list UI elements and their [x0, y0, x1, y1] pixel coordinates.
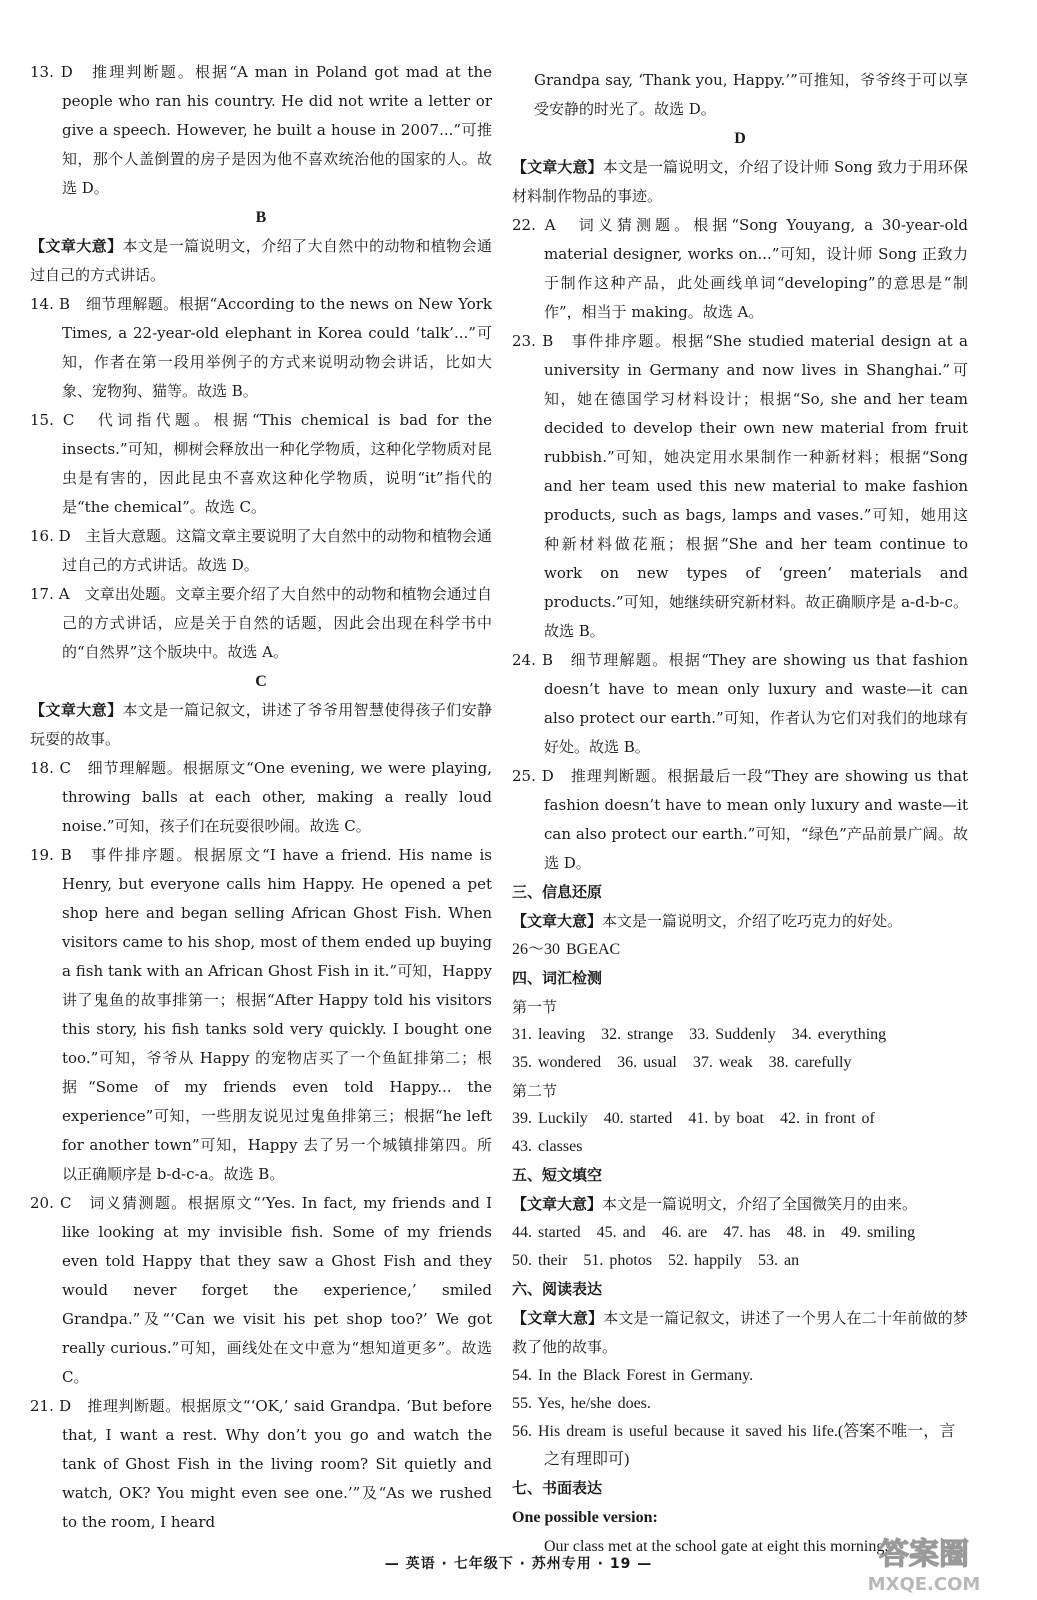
- section-c-heading: C: [255, 673, 267, 690]
- answer-55: 55. Yes, he/she does.: [512, 1395, 651, 1412]
- section-d-heading: D: [734, 130, 746, 147]
- answer-31-34: 31. leaving 32. strange 33. Suddenly 34. everything: [512, 1026, 887, 1043]
- answer-24: 24. B 细节理解题。根据“They are showing us that fashion doesn’t have to mean only luxury and waste—it can also protect our earth.”可知，作者认为它们对我们的地球有好处。故选 B。: [512, 651, 968, 756]
- section-4-heading: 四、词汇检测: [512, 969, 603, 987]
- one-possible-version-label: One possible version:: [512, 1509, 658, 1526]
- summary-tag: 【文章大意】: [512, 1309, 604, 1327]
- summary-tag: 【文章大意】: [30, 701, 123, 719]
- section-6-heading: 六、阅读表达: [512, 1280, 603, 1298]
- summary-tag: 【文章大意】: [512, 912, 603, 930]
- section-b-heading: B: [255, 209, 267, 226]
- summary-b: [30, 232, 492, 290]
- watermark-logo: [829, 1532, 1019, 1594]
- summary-tag: 【文章大意】: [30, 237, 123, 255]
- right-column: [512, 66, 968, 1561]
- summary-3: [512, 907, 968, 936]
- summary-text: 本文是一篇说明文，介绍了全国微笑月的由来。: [602, 1195, 918, 1213]
- part-2-label: 第二节: [512, 1082, 558, 1100]
- answer-50-53: 50. their 51. photos 52. happily 53. an: [512, 1252, 800, 1269]
- summary-c: [30, 696, 492, 754]
- answer-21: 21. D 推理判断题。根据原文“‘OK,’ said Grandpa. ‘But before that, I want a rest. Why don’t you go and watch the tank of Ghost Fish in the living room? Sit quietly and watch, OK? You might even see one.’”及“As we rushed to the room, I heard: [30, 1397, 492, 1531]
- summary-6: [512, 1304, 968, 1362]
- essay-text: Our class met at the school gate at eight this morning.: [544, 1538, 889, 1555]
- part-1-label: 第一节: [512, 998, 558, 1016]
- answer-39-42: 39. Luckily 40. started 41. by boat 42. in front of: [512, 1110, 875, 1127]
- summary-5: [512, 1190, 968, 1219]
- page-footer: — 英语 · 七年级下 · 苏州专用 · 19 —: [384, 1556, 653, 1572]
- answer-21-continued: Grandpa say, ‘Thank you, Happy.’”可推知，爷爷终于可以享受安静的时光了。故选 D。: [534, 71, 968, 118]
- answer-14: 14. B 细节理解题。根据“According to the news on New York Times, a 22-year-old elephant in Korea could ‘talk’...”可知，作者在第一段用举例子的方式来说明动物会讲话，比如大象、宠物狗、猫等。故选 B。: [30, 295, 492, 400]
- answer-15: 15. C 代词指代题。根据“This chemical is bad for the insects.”可知，柳树会释放出一种化学物质，这种化学物质对昆虫是有害的，因此昆虫不喜欢这种化学物质，说明“it”指代的是“the chemical”。故选 C。: [30, 411, 492, 516]
- section-7-heading: 七、书面表达: [512, 1479, 603, 1497]
- summary-text: 本文是一篇说明文，介绍了大自然中的动物和植物会通过自己的方式讲话。: [30, 237, 492, 284]
- section-3-heading: 三、信息还原: [512, 883, 603, 901]
- answer-54: 54. In the Black Forest in Germany.: [512, 1367, 754, 1384]
- watermark-text-bottom: MXQE.COM: [867, 1574, 981, 1594]
- summary-text: 本文是一篇说明文，介绍了设计师 Song 致力于用环保材料制作物品的事迹。: [512, 158, 968, 205]
- answer-13: 13. D 推理判断题。根据“A man in Poland got mad at the people who ran his country. He did not write a letter or give a speech. However, he built a house in 2007...”可推知，那个人盖倒置的房子是因为他不喜欢统治他的国家的人。故选 D。: [30, 63, 492, 197]
- answer-17: 17. A 文章出处题。文章主要介绍了大自然中的动物和植物会通过自己的方式讲话，应是关于自然的话题，因此会出现在科学书中的“自然界”这个版块中。故选 A。: [30, 585, 492, 661]
- watermark-text-top: 答案圈: [879, 1537, 969, 1572]
- answer-25: 25. D 推理判断题。根据最后一段“They are showing us that fashion doesn’t have to mean only luxury and waste—it can also protect our earth.”可知，“绿色”产品前景广阔。故选 D。: [512, 767, 968, 872]
- answer-18: 18. C 细节理解题。根据原文“One evening, we were playing, throwing balls at each other, making a really loud noise.”可知，孩子们在玩耍很吵闹。故选 C。: [30, 759, 492, 835]
- summary-d: [512, 153, 968, 211]
- left-column: [30, 58, 492, 1537]
- summary-text: 本文是一篇说明文，介绍了吃巧克力的好处。: [602, 912, 903, 930]
- answer-43: 43. classes: [512, 1138, 583, 1155]
- answer-26-30: 26～30 BGEAC: [512, 941, 621, 958]
- answer-20: 20. C 词义猜测题。根据原文“‘Yes. In fact, my friends and I like looking at my invisible fish. Some of my friends even told Happy that they saw a Ghost Fish and they would never forget the experience,’ smiled Grandpa.”及“‘Can we visit his pet shop too?’ We got really curious.”可知，画线处在文中意为“想知道更多”。故选 C。: [30, 1194, 492, 1386]
- answer-23: 23. B 事件排序题。根据“She studied material design at a university in Germany and now lives in Shanghai.”可知，她在德国学习材料设计；根据“So, she and her team decided to develop their own new material from fruit rubbish.”可知，她决定用水果制作一种新材料；根据“Song and her team used this new material to make fashion products, such as bags, lamps and vases.”可知，她用这种新材料做花瓶；根据“She and her team continue to work on new types of ‘green’ materials and products.”可知，她继续研究新材料。故正确顺序是 a-d-b-c。故选 B。: [512, 332, 968, 640]
- section-5-heading: 五、短文填空: [512, 1166, 603, 1184]
- answer-16: 16. D 主旨大意题。这篇文章主要说明了大自然中的动物和植物会通过自己的方式讲话。故选 D。: [30, 527, 492, 574]
- answer-35-38: 35. wondered 36. usual 37. weak 38. carefully: [512, 1054, 852, 1071]
- answer-56: 56. His dream is useful because it saved his life.(答案不唯一，言之有理即可): [512, 1423, 956, 1468]
- answer-19: 19. B 事件排序题。根据原文“I have a friend. His name is Henry, but everyone calls him Happy. He opened a pet shop here and began selling African Ghost Fish. When visitors came to his shop, most of them ended up buying a fish tank with an African Ghost Fish in it.”可知，Happy 讲了鬼鱼的故事排第一；根据“After Happy told his visitors this story, his fish tanks sold very quickly. I bought one too.”可知，爷爷从 Happy 的宠物店买了一个鱼缸排第二；根据“Some of my friends even told Happy... the experience”可知，一些朋友说见过鬼鱼排第三；根据“he left for another town”可知，Happy 去了另一个城镇排第四。所以正确顺序是 b-d-c-a。故选 B。: [30, 846, 492, 1183]
- summary-tag: 【文章大意】: [512, 158, 603, 176]
- summary-text: 本文是一篇记叙文，讲述了一个男人在二十年前做的梦救了他的故事。: [512, 1309, 968, 1356]
- answer-44-49: 44. started 45. and 46. are 47. has 48. in 49. smiling: [512, 1224, 916, 1241]
- summary-text: 本文是一篇记叙文，讲述了爷爷用智慧使得孩子们安静玩耍的故事。: [30, 701, 492, 748]
- summary-tag: 【文章大意】: [512, 1195, 603, 1213]
- answer-22: 22. A 词义猜测题。根据“Song Youyang, a 30-year-old material designer, works on...”可知，设计师 Song 正致力于制作这种产品，此处画线单词“developing”的意思是“制作”，相当于 making。故选 A。: [512, 216, 968, 321]
